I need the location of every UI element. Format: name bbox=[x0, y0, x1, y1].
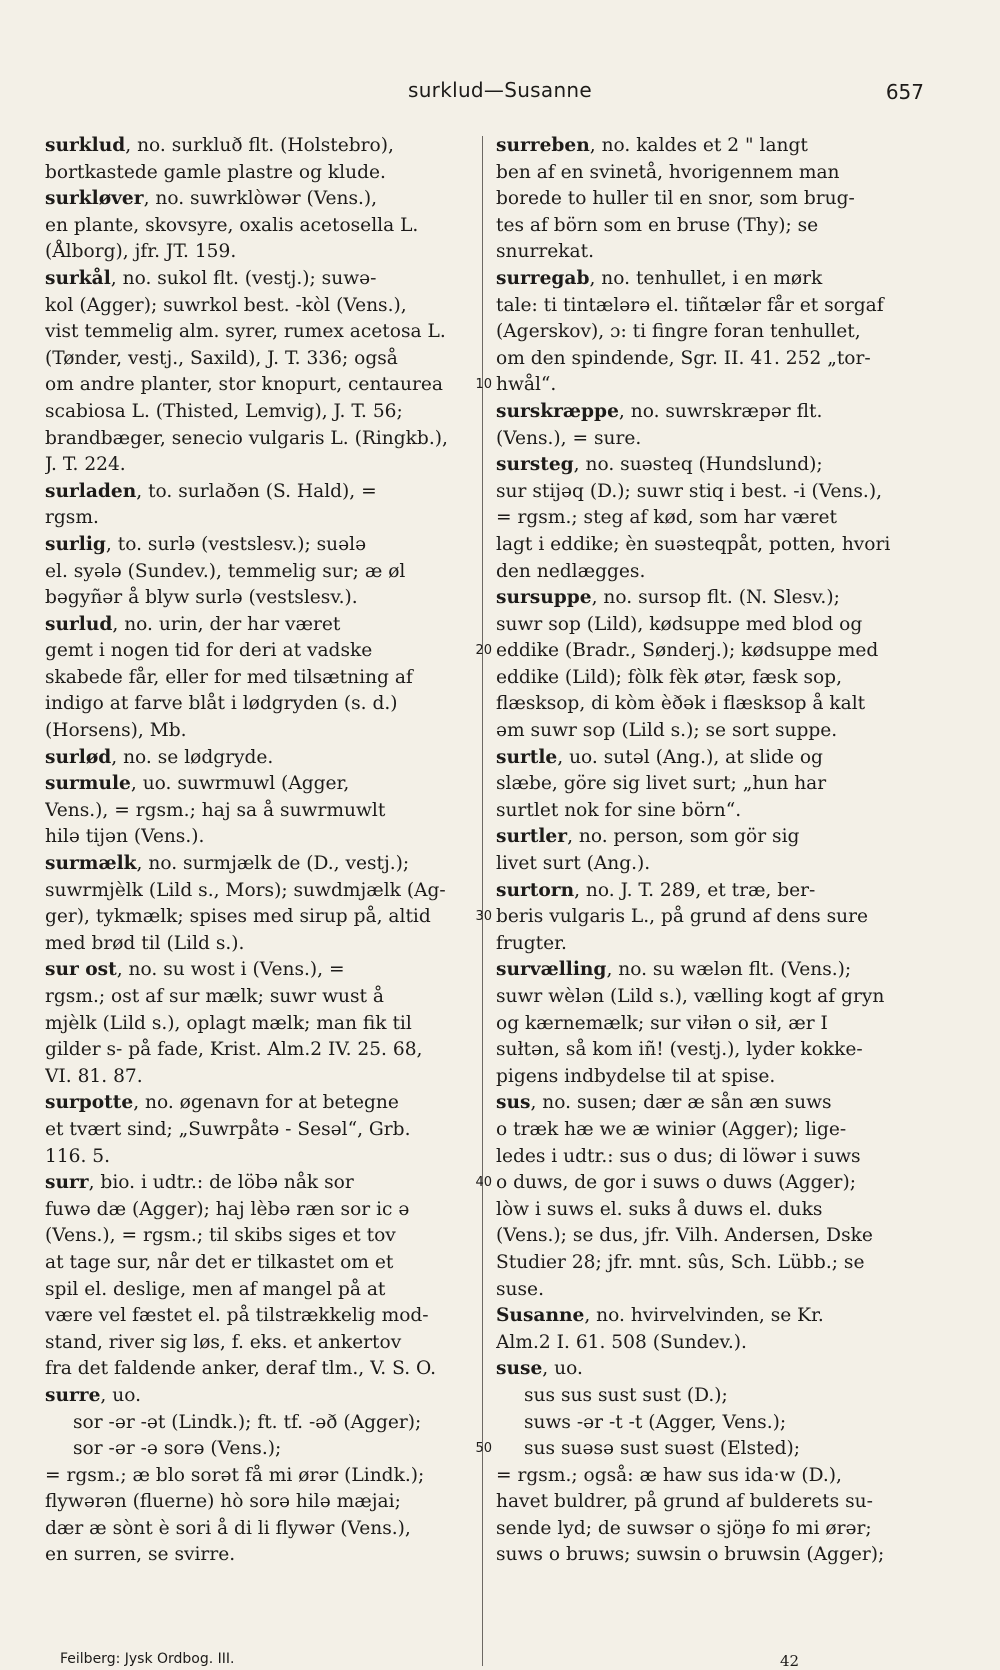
text-line: sus sus sust sust (D.); bbox=[524, 1384, 728, 1406]
text-line: den nedlægges. bbox=[496, 560, 646, 582]
text-line bbox=[496, 878, 920, 905]
text-line: əm suwr sop (Lild s.); se sort suppe. bbox=[496, 720, 838, 742]
text-line: (Ålborg), jfr. JT. 159. bbox=[45, 241, 237, 263]
text-line: o træk hæ we æ winiər (Agger); lige- bbox=[496, 1118, 847, 1140]
text-line: borede to huller til en snor, som brug- bbox=[496, 188, 855, 210]
definition-text: , bio. i udtr.: de löbə nåk sor bbox=[88, 1172, 354, 1194]
left-column bbox=[45, 133, 453, 1569]
text-line: pigens indbydelse til at spise. bbox=[496, 1065, 776, 1087]
text-line bbox=[45, 532, 453, 559]
headword: surmælk bbox=[45, 853, 137, 875]
text-line: rgsm.; ost af sur mælk; suwr wust å bbox=[45, 986, 384, 1007]
text-line: suwr wèlən (Lild s.), vælling kogt af gryn bbox=[496, 986, 885, 1007]
definition-text: , uo. sutəl (Ang.), at slide og bbox=[557, 746, 823, 768]
text-line bbox=[496, 585, 920, 612]
text-line: hilə tijən (Vens.). bbox=[45, 826, 205, 848]
text-line bbox=[45, 957, 453, 984]
text-line bbox=[45, 771, 453, 798]
text-line bbox=[496, 957, 920, 984]
text-line: suwrmjèlk (Lild s., Mors); suwdmjælk (Ag- bbox=[45, 879, 446, 901]
headword: surr bbox=[45, 1172, 89, 1194]
definition-text: , uo. suwrmuwl (Agger, bbox=[130, 773, 350, 795]
definition-text: , no. kaldes et 2 " langt bbox=[589, 135, 808, 156]
definition-text: , to. surlaðən (S. Hald), = bbox=[136, 480, 377, 502]
text-line: sende lyd; de suwsər o sjöŋə fo mi ørər; bbox=[496, 1517, 872, 1539]
line-number: 40 bbox=[475, 1175, 492, 1191]
text-line: suws -ər -t -t (Agger, Vens.); bbox=[524, 1411, 787, 1433]
footer-imprint: Feilberg: Jysk Ordbog. III. bbox=[60, 1651, 235, 1667]
headword: sus bbox=[496, 1092, 531, 1114]
text-line bbox=[45, 612, 453, 639]
page-number: 657 bbox=[885, 80, 924, 104]
definition-text: , no. urin, der har været bbox=[112, 613, 341, 635]
headword: surlud bbox=[45, 613, 113, 635]
definition-text: , no. surkluð flt. (Holstebro), bbox=[125, 135, 394, 156]
column-divider bbox=[482, 136, 483, 1666]
text-line: vist temmelig alm. syrer, rumex acetosa L. bbox=[45, 321, 446, 343]
text-line bbox=[45, 479, 453, 506]
text-line: om den spindende, Sgr. II. 41. 252 „tor- bbox=[496, 347, 871, 369]
line-number: 50 bbox=[475, 1441, 492, 1457]
text-line: ger), tykmælk; spises med sirup på, altid bbox=[45, 906, 431, 928]
text-line bbox=[45, 133, 453, 160]
definition-text: , no. tenhullet, i en mørk bbox=[589, 267, 823, 289]
headword: surreben bbox=[496, 135, 590, 156]
headword: survælling bbox=[496, 959, 607, 981]
headword: surladen bbox=[45, 480, 137, 502]
definition-text: , no. su wost i (Vens.), = bbox=[116, 959, 345, 981]
headword: surkløver bbox=[45, 188, 144, 210]
text-line bbox=[496, 1303, 920, 1330]
text-line: (Vens.), = rgsm.; til skibs siges et tov bbox=[45, 1225, 396, 1247]
text-line: (Vens.); se dus, jfr. Vilh. Andersen, Dske bbox=[496, 1225, 873, 1247]
text-line bbox=[496, 133, 920, 160]
text-line: en plante, skovsyre, oxalis acetosella L. bbox=[45, 214, 419, 236]
text-line: suws o bruws; suwsin o bruwsin (Agger); bbox=[496, 1544, 885, 1566]
text-line: (Tønder, vestj., Saxild), J. T. 336; også bbox=[45, 347, 398, 369]
text-line: sus suəsə sust suəst (Elsted); bbox=[524, 1438, 801, 1460]
text-line: ledes i udtr.: sus o dus; di löwər i suws bbox=[496, 1145, 861, 1167]
line-number: 20 bbox=[475, 643, 492, 659]
text-line: tes af börn som en bruse (Thy); se bbox=[496, 214, 819, 236]
text-line: indigo at farve blåt i lødgryden (s. d.) bbox=[45, 693, 398, 715]
text-line: hwål“. bbox=[496, 374, 557, 396]
right-column bbox=[496, 133, 920, 1569]
text-line: bortkastede gamle plastre og klude. bbox=[45, 161, 386, 183]
definition-text: , no. surmjælk de (D., vestj.); bbox=[136, 853, 410, 875]
headword: surklud bbox=[45, 135, 126, 156]
text-line: = rgsm.; steg af kød, som har været bbox=[496, 507, 837, 529]
text-line: med brød til (Lild s.). bbox=[45, 932, 245, 954]
text-line: sor -ər -ət (Lindk.); ft. tf. -əð (Agger); bbox=[73, 1411, 422, 1433]
text-line: 116. 5. bbox=[45, 1145, 111, 1167]
definition-text: , no. sursop flt. (N. Slesv.); bbox=[591, 587, 840, 609]
text-line: brandbæger, senecio vulgaris L. (Ringkb.), bbox=[45, 427, 448, 449]
text-line bbox=[45, 1170, 453, 1197]
text-line: om andre planter, stor knopurt, centaurea bbox=[45, 374, 443, 396]
headword: surskræppe bbox=[496, 400, 619, 422]
text-line bbox=[496, 399, 920, 426]
text-line: spil el. deslige, men af mangel på at bbox=[45, 1278, 386, 1300]
text-line: kol (Agger); suwrkol best. -kòl (Vens.), bbox=[45, 294, 407, 316]
text-line: = rgsm.; også: æ haw sus ida·w (D.), bbox=[496, 1464, 842, 1486]
text-line: J. T. 224. bbox=[45, 454, 126, 476]
text-line: Vens.), = rgsm.; haj sa å suwrmuwlt bbox=[45, 799, 386, 821]
text-line: fuwə dæ (Agger); haj lèbə ræn sor ic ə bbox=[45, 1198, 410, 1220]
text-line: bəgyñər å blyw surlə (vestslesv.). bbox=[45, 587, 358, 609]
text-line bbox=[45, 1383, 453, 1410]
definition-text: , no. suəsteq (Hundslund); bbox=[573, 454, 823, 476]
text-line: scabiosa L. (Thisted, Lemvig), J. T. 56; bbox=[45, 400, 403, 422]
text-line: mjèlk (Lild s.), oplagt mælk; man fik til bbox=[45, 1012, 412, 1034]
text-line bbox=[496, 452, 920, 479]
text-line: lòw i suws el. suks å duws el. duks bbox=[496, 1198, 823, 1220]
text-line: VI. 81. 87. bbox=[45, 1065, 143, 1087]
line-number: 10 bbox=[475, 377, 492, 393]
text-line: Alm.2 I. 61. 508 (Sundev.). bbox=[496, 1331, 747, 1353]
text-line bbox=[496, 745, 920, 772]
text-line: gilder s- på fade, Krist. Alm.2 IV. 25. 68, bbox=[45, 1039, 423, 1061]
definition-text: , no. suwrklòwər (Vens.), bbox=[143, 188, 378, 210]
headword: surtorn bbox=[496, 879, 575, 901]
headword: surtler bbox=[496, 826, 568, 848]
text-line bbox=[45, 266, 453, 293]
text-line bbox=[45, 1090, 453, 1117]
text-line bbox=[496, 824, 920, 851]
text-line: at tage sur, når det er tilkastet om et bbox=[45, 1251, 394, 1273]
text-line: (Agerskov), ɔ: ti fingre foran tenhullet, bbox=[496, 321, 861, 343]
text-line bbox=[496, 1356, 920, 1383]
definition-text: , no. su wælən flt. (Vens.); bbox=[606, 959, 852, 981]
headword: sursteg bbox=[496, 454, 574, 476]
text-line: lagt i eddike; èn suəsteqpåt, potten, hvori bbox=[496, 533, 891, 555]
text-line: stand, river sig løs, f. eks. et ankertov bbox=[45, 1331, 402, 1353]
definition-text: , no. se lødgryde. bbox=[111, 746, 274, 768]
definition-text: , uo. bbox=[542, 1358, 583, 1380]
definition-text: , to. surlə (vestslesv.); suələ bbox=[105, 533, 367, 555]
text-line: snurrekat. bbox=[496, 241, 595, 263]
text-line bbox=[45, 745, 453, 772]
text-line: (Horsens), Mb. bbox=[45, 720, 187, 742]
definition-text: , no. suwrskræpər flt. bbox=[618, 400, 823, 422]
text-line: fra det faldende anker, deraf tlm., V. S. O. bbox=[45, 1358, 437, 1380]
text-line bbox=[496, 1090, 920, 1117]
text-line: frugter. bbox=[496, 932, 567, 954]
line-number: 30 bbox=[475, 909, 492, 925]
text-line: ben af en svinetå, hvorigennem man bbox=[496, 161, 840, 183]
text-line: flywərən (fluerne) hò sorə hilə mæjai; bbox=[45, 1491, 401, 1513]
headword: surre bbox=[45, 1384, 101, 1406]
text-line bbox=[496, 266, 920, 293]
headword: surlig bbox=[45, 533, 106, 555]
definition-text: , no. J. T. 289, et træ, ber- bbox=[574, 879, 816, 901]
text-line: slæbe, göre sig livet surt; „hun har bbox=[496, 773, 827, 795]
text-line: sor -ər -ə sorə (Vens.); bbox=[73, 1438, 282, 1460]
text-line: være vel fæstet el. på tilstrækkelig mod- bbox=[45, 1305, 429, 1327]
text-line: sułtən, så kom iñ! (vestj.), lyder kokke- bbox=[496, 1039, 863, 1061]
text-line: o duws, de gor i suws o duws (Agger); bbox=[496, 1172, 856, 1194]
headword: Susanne bbox=[496, 1305, 585, 1327]
headword: suse bbox=[496, 1358, 543, 1380]
text-line: beris vulgaris L., på grund af dens sure bbox=[496, 906, 869, 928]
headword: sur ost bbox=[45, 959, 117, 981]
definition-text: , no. øgenavn for at betegne bbox=[133, 1092, 399, 1114]
definition-text: , no. person, som gör sig bbox=[567, 826, 800, 848]
text-line bbox=[45, 186, 453, 213]
text-line: livet surt (Ang.). bbox=[496, 853, 651, 875]
text-line: og kærnemælk; sur viłən o sił, ær I bbox=[496, 1012, 828, 1034]
text-line: havet buldrer, på grund af bulderets su- bbox=[496, 1491, 873, 1513]
text-line: surtlet nok for sine börn“. bbox=[496, 799, 742, 821]
text-line: et tvært sind; „Suwrpåtə - Sesəl“, Grb. bbox=[45, 1118, 411, 1140]
text-line: en surren, se svirre. bbox=[45, 1544, 236, 1566]
headword: surkål bbox=[45, 267, 111, 289]
headword: sursuppe bbox=[496, 587, 592, 609]
text-line: gemt i nogen tid for deri at vadske bbox=[45, 640, 373, 662]
text-line: sur stijəq (D.); suwr stiq i best. -i (Vens.), bbox=[496, 480, 883, 502]
definition-text: , no. susen; dær æ sån æn suws bbox=[530, 1092, 832, 1114]
text-line: suse. bbox=[496, 1278, 544, 1300]
headword: surregab bbox=[496, 267, 590, 289]
running-header: surklud—Susanne bbox=[407, 78, 593, 102]
text-line: eddike (Lild); fòlk fèk øtər, fæsk sop, bbox=[496, 666, 842, 688]
definition-text: , uo. bbox=[100, 1384, 141, 1406]
text-line: rgsm. bbox=[45, 507, 99, 529]
headword: surpotte bbox=[45, 1092, 134, 1114]
text-line: dær æ sònt è sori å di li flywər (Vens.), bbox=[45, 1517, 411, 1539]
signature-mark: 42 bbox=[780, 1652, 800, 1670]
text-line: suwr sop (Lild), kødsuppe med blod og bbox=[496, 613, 863, 635]
definition-text: , no. hvirvelvinden, se Kr. bbox=[584, 1305, 824, 1327]
text-line: skabede får, eller for med tilsætning af bbox=[45, 666, 413, 688]
text-line: tale: ti tintælərə el. tiñtælər får et sorgaf bbox=[496, 294, 884, 316]
text-line: Studier 28; jfr. mnt. sûs, Sch. Lübb.; se bbox=[496, 1251, 865, 1273]
text-line: = rgsm.; æ blo sorət få mi ørər (Lindk.); bbox=[45, 1464, 425, 1486]
headword: surmule bbox=[45, 773, 131, 795]
headword: surtle bbox=[496, 746, 558, 768]
definition-text: , no. sukol flt. (vestj.); suwə- bbox=[110, 267, 377, 289]
text-line bbox=[45, 851, 453, 878]
text-line: flæsksop, di kòm èðək i flæsksop å kalt bbox=[496, 693, 866, 715]
headword: surlød bbox=[45, 746, 112, 768]
text-line: eddike (Bradr., Sønderj.); kødsuppe med bbox=[496, 640, 879, 662]
text-line: el. syələ (Sundev.), temmelig sur; æ øl bbox=[45, 560, 406, 582]
text-line: (Vens.), = sure. bbox=[496, 427, 642, 449]
